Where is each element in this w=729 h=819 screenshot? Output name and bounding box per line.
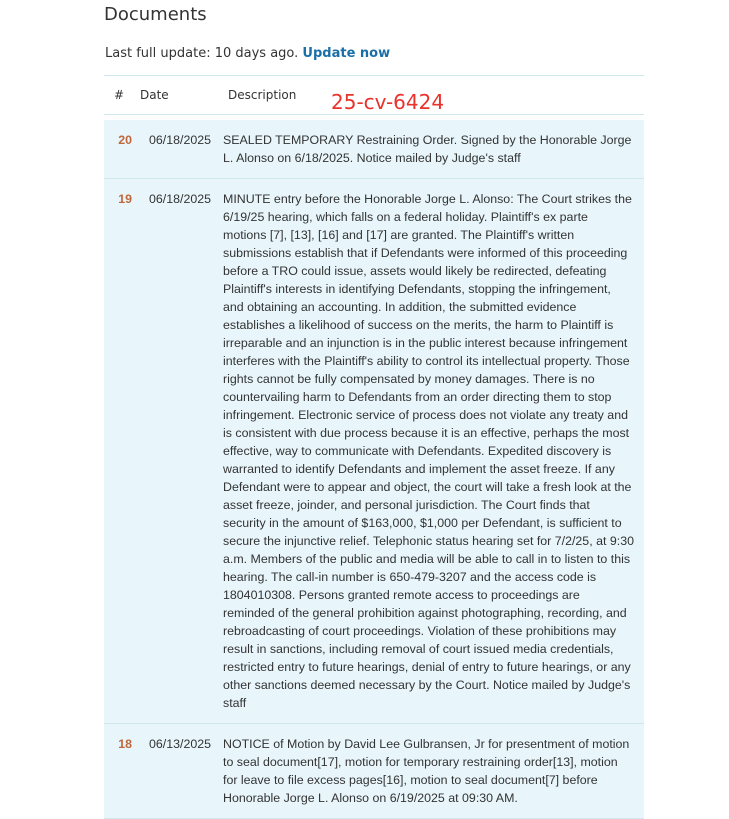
entry-number: 20 bbox=[104, 120, 140, 179]
update-now-link[interactable]: Update now bbox=[302, 46, 391, 61]
table-row[interactable] bbox=[104, 120, 644, 179]
entry-number: 18 bbox=[104, 724, 140, 819]
column-header-date: Date bbox=[140, 76, 214, 115]
documents-table bbox=[104, 75, 644, 819]
entry-description: SEALED TEMPORARY Restraining Order. Signed by the Honorable Jorge L. Alonso on 6/18/2025. Notice mailed by Judge's staff bbox=[214, 120, 644, 179]
entry-description: MINUTE entry before the Honorable Jorge L. Alonso: The Court strikes the 6/19/25 hearing, which falls on a federal holiday. Plaintiff's ex parte motions [7], [13], [16] and [17] are granted. The Plaintiff's written submissions establish that if Defendants were informed of this proceeding before a TRO could issue, assets would likely be redirected, defeating Plaintiff's interests in identifying Defendants, stopping the infringement, and obtaining an accounting. In addition, the submitted evidence establishes a likelihood of success on the merits, the harm to Plaintiff is irreparable and an injunction is in the public interest because infringement interferes with the Plaintiff's ability to control its intellectual property. Those rights cannot be fully compensated by money damages. There is no countervailing harm to Defendants from an order directing them to stop infringement. Electronic service of process does not violate any treaty and is consistent with due process because it is an effective, perhaps the most effective, way to communicate with Defendants. Expedited discovery is warranted to identify Defendants and implement the asset freeze. If any Defendant were to appear and object, the court will take a fresh look at the asset freeze, joinder, and personal jurisdiction. The Court finds that security in the amount of $163,000, $1,000 per Defendant, is sufficient to secure the injunctive relief. Telephonic status hearing set for 7/2/25, at 9:30 a.m. Members of the public and media will be able to call in to listen to this hearing. The call-in number is 650-479-3207 and the access code is 1804010308. Persons granted remote access to proceedings are reminded of the general prohibition against photographing, recording, and rebroadcasting of court proceedings. Violation of these prohibitions may result in sanctions, including removal of court issued media credentials, restricted entry to future hearings, denial of entry to future hearings, or any other sanctions deemed necessary by the Court. Notice mailed by Judge's staff bbox=[214, 179, 644, 724]
entry-date: 06/18/2025 bbox=[140, 120, 214, 179]
column-header-number: # bbox=[104, 76, 140, 115]
entry-date: 06/18/2025 bbox=[140, 179, 214, 724]
table-row[interactable] bbox=[104, 724, 644, 819]
case-number-annotation: 25-cv-6424 bbox=[331, 90, 445, 114]
update-status bbox=[105, 46, 390, 61]
update-status-text: Last full update: 10 days ago. bbox=[105, 46, 299, 61]
column-header-description: Description bbox=[214, 76, 644, 115]
entry-date: 06/13/2025 bbox=[140, 724, 214, 819]
entry-description: NOTICE of Motion by David Lee Gulbransen, Jr for presentment of motion to seal document[17], motion for temporary restraining order[13], motion for leave to file excess pages[16], motion to seal document[7] before Honorable Jorge L. Alonso on 6/19/2025 at 09:30 AM. bbox=[214, 724, 644, 819]
table-row[interactable] bbox=[104, 179, 644, 724]
entry-number: 19 bbox=[104, 179, 140, 724]
section-title: Documents bbox=[104, 4, 207, 25]
